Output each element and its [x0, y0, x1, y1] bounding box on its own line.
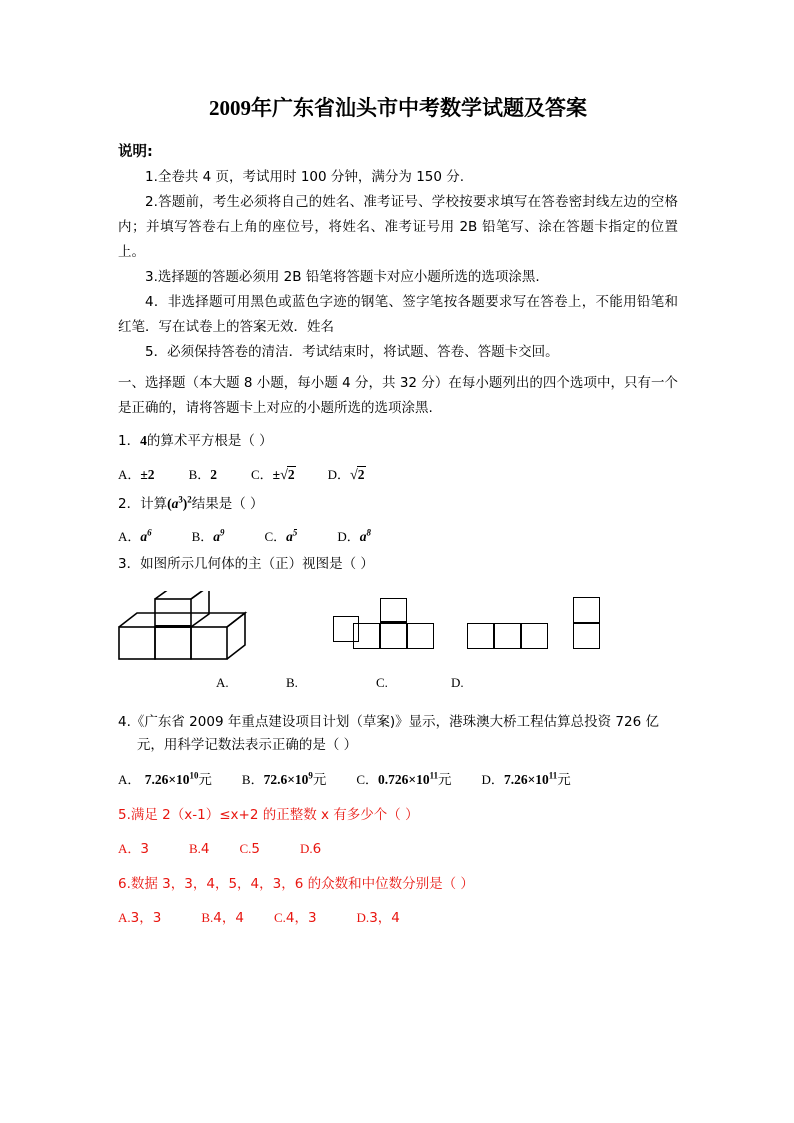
- option-label-d: D．: [327, 466, 350, 482]
- question-1-number: 1．: [118, 432, 141, 449]
- figure-option-b-top-square: [380, 598, 407, 623]
- option-label-d: D.: [300, 840, 313, 856]
- option-label-b: B.: [201, 910, 214, 926]
- option-value-c: 5: [251, 840, 261, 857]
- option-label-d: D．: [481, 772, 504, 788]
- option-value-b: 2: [210, 466, 217, 482]
- option-label-c: C.: [273, 910, 286, 926]
- option-value-d: 6: [312, 840, 322, 857]
- section-heading: 一、选择题（本大题 8 小题，每小题 4 分，共 32 分）在每小题列出的四个选项中，只有一个是正确的，请将答题卡上对应的小题所选的选项涂黑.: [118, 375, 678, 417]
- option-label-a: A．: [118, 840, 141, 856]
- question-3-text: 如图所示几何体的主（正）视图是（ ）: [140, 556, 374, 573]
- figure-option-d-bottom-square: [573, 623, 600, 649]
- question-3-figures: [118, 583, 678, 675]
- question-1-text: 的算术平方根是（ ）: [146, 432, 273, 449]
- option-value-c: 4，3: [285, 910, 317, 927]
- option-label-a: A.: [118, 910, 131, 926]
- question-5-options: [118, 838, 678, 857]
- question-4-options: [118, 768, 678, 788]
- question-6-options: [118, 906, 678, 926]
- figure-option-b-right-square: [407, 623, 434, 649]
- question-6-number: 6.: [118, 875, 131, 892]
- option-value-a: ±2: [140, 466, 155, 482]
- option-label-a: A．: [118, 466, 141, 482]
- option-unit-d: 元: [557, 772, 571, 789]
- option-value-d: 3，4: [369, 910, 400, 927]
- question-4-number: 4.: [118, 713, 131, 730]
- option-label-a: A．: [118, 529, 141, 545]
- question-6-text: 数据 3，3，4，5，4，3，6 的众数和中位数分别是（ ）: [130, 875, 474, 892]
- figure-option-d-top-square: [573, 597, 600, 623]
- question-4-text: 《广东省 2009 年重点建设项目计划（草案)》显示，港珠澳大桥工程估算总投资 726 亿元，用科学记数法表示正确的是（ ）: [130, 713, 659, 754]
- option-value-a: $7.26\times 10^{10}$: [144, 770, 199, 788]
- option-label-d: D.: [356, 910, 370, 926]
- option-label-c: C．: [356, 772, 379, 788]
- question-1-value: 4: [140, 432, 147, 448]
- question-4-stem: [118, 711, 678, 758]
- question-5-stem: [118, 804, 678, 828]
- page-content: [118, 95, 678, 926]
- option-label-c: C．: [250, 466, 273, 482]
- option-value-c: ±√2: [272, 466, 295, 483]
- isometric-solid-figure: [118, 591, 253, 669]
- option-value-c: $a^5$: [286, 527, 298, 545]
- figure-option-b-thick-edge: [380, 621, 407, 624]
- option-label-c: C．: [264, 529, 287, 545]
- option-label-b: B.: [188, 840, 201, 856]
- instruction-item-5: 5．必须保持答卷的清洁．考试结束时，将试题、答卷、答题卡交回。: [145, 344, 559, 361]
- figure-option-b-left-square: [353, 623, 380, 649]
- question-6-stem: [118, 873, 678, 897]
- option-label-b: B．: [188, 466, 211, 482]
- option-label-d: D．: [337, 529, 360, 545]
- instructions-heading: 说明:: [118, 144, 153, 161]
- figure-label-d: D.: [451, 674, 464, 690]
- question-2-expression: $(a^3)^2$: [167, 494, 192, 511]
- question-1-options: [118, 464, 678, 484]
- page-title: 2009年广东省汕头市中考数学试题及答案: [209, 96, 587, 120]
- question-3-number: 3．: [118, 556, 141, 573]
- question-2-text-before: 计算: [140, 495, 168, 512]
- instruction-item-2: 2.答题前，考生必须将自己的姓名、准考证号、学校按要求填写在答卷密封线左边的空格内；并填写答卷右上角的座位号，将姓名、准考证号用 2B 铅笔写、涂在答题卡指定的位置上。: [118, 194, 678, 261]
- question-1-stem: [118, 429, 678, 454]
- question-2-text-after: 结果是（ ）: [191, 495, 264, 512]
- question-2-number: 2．: [118, 495, 141, 512]
- option-value-a: 3，3: [130, 910, 162, 927]
- option-unit-a: 元: [198, 772, 212, 789]
- question-3-figure-labels: [118, 675, 678, 697]
- figure-option-c-square-1: [467, 623, 494, 649]
- instruction-item-1: 1.全卷共 4 页，考试用时 100 分钟，满分为 150 分.: [145, 169, 465, 186]
- figure-label-b: B.: [286, 674, 298, 690]
- figure-option-c-square-2: [494, 623, 521, 649]
- option-value-b: 4，4: [213, 910, 244, 927]
- question-2-options: [118, 526, 678, 545]
- option-value-d: $a^8$: [359, 527, 371, 545]
- option-value-a: $a^6$: [140, 527, 152, 545]
- option-value-b: $a^9$: [213, 527, 225, 545]
- instruction-item-4: 4．非选择题可用黑色或蓝色字迹的钢笔、签字笔按各题要求写在答卷上，不能用铅笔和红笔．写在试卷上的答案无效．姓名: [118, 294, 678, 336]
- question-3-stem: [118, 553, 678, 577]
- option-value-d: √2: [350, 466, 365, 483]
- figure-label-a: A.: [216, 674, 229, 690]
- figure-label-c: C.: [376, 674, 388, 690]
- option-value-b: $72.6\times 10^9$: [263, 770, 313, 788]
- figure-option-b-mid-square: [380, 623, 407, 649]
- option-label-b: B．: [241, 772, 264, 788]
- question-5-number: 5.: [118, 807, 131, 824]
- figure-option-c-square-3: [521, 623, 548, 649]
- option-value-c: $0.726\times 10^{11}$: [378, 770, 439, 788]
- option-label-b: B．: [191, 529, 214, 545]
- option-label-c: C.: [239, 840, 252, 856]
- instruction-item-3: 3.选择题的答题必须用 2B 铅笔将答题卡对应小题所选的选项涂黑.: [145, 269, 540, 286]
- option-unit-b: 元: [312, 772, 327, 789]
- option-label-a: A．: [118, 772, 141, 788]
- option-value-b: 4: [200, 840, 210, 857]
- option-value-d: $7.26\times 10^{11}$: [503, 770, 558, 788]
- option-value-a: 3: [140, 840, 149, 857]
- question-5-text: 满足 2（x-1）≤x+2 的正整数 x 有多少个（ ）: [130, 807, 419, 824]
- question-2-stem: [118, 492, 678, 517]
- option-unit-c: 元: [438, 772, 452, 789]
